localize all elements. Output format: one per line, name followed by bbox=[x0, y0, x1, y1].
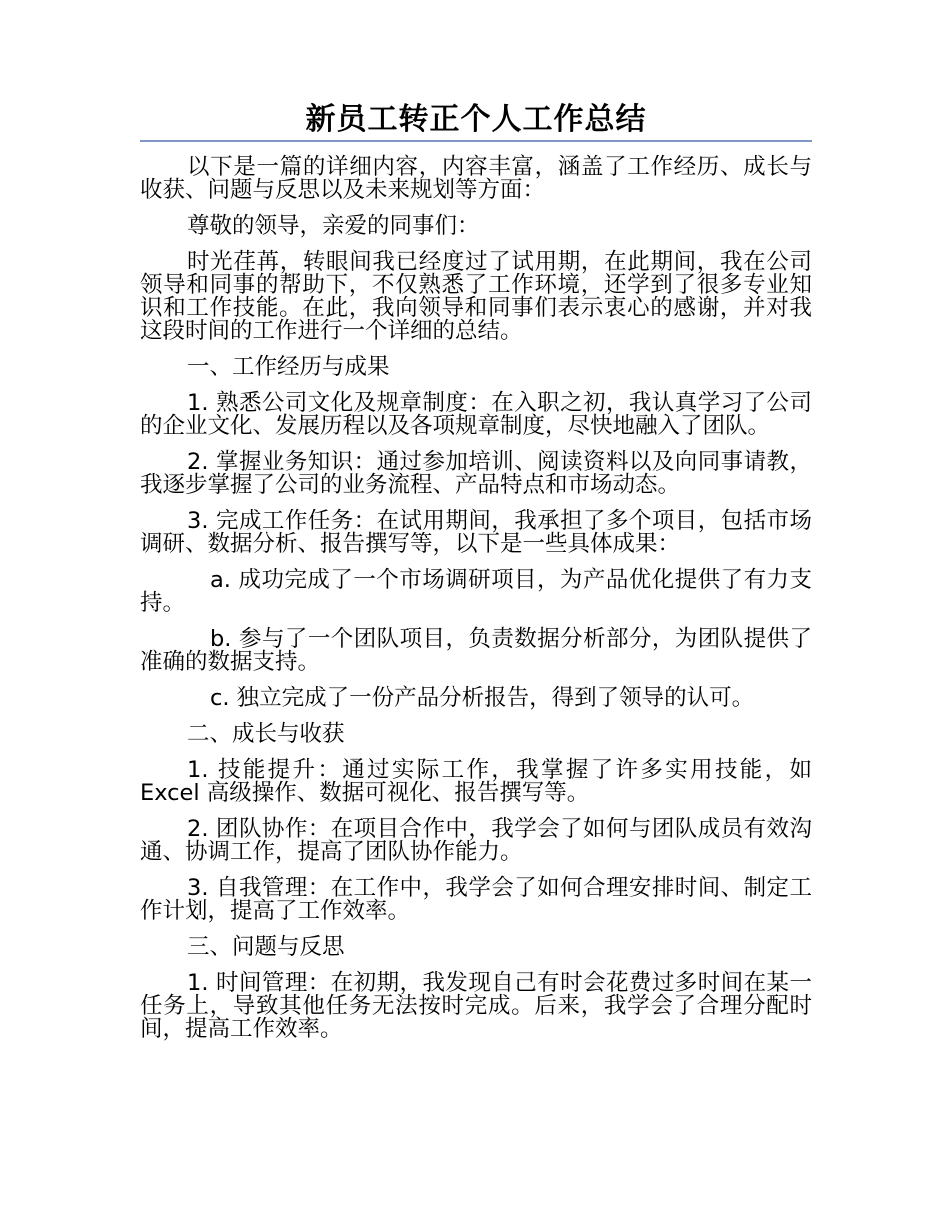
title-underline bbox=[140, 140, 812, 142]
document-title: 新员工转正个人工作总结 bbox=[305, 102, 647, 137]
paragraph: 1. 技能提升：通过实际工作，我掌握了许多实用技能，如Excel 高级操作、数据可视化、报告撰写等。 bbox=[140, 757, 812, 806]
document-page bbox=[140, 100, 812, 1054]
paragraph: 1. 熟悉公司文化及规章制度：在入职之初，我认真学习了公司的企业文化、发展历程以及各项规章制度，尽快地融入了团队。 bbox=[140, 390, 812, 439]
paragraph: 尊敬的领导，亲爱的同事们： bbox=[187, 213, 480, 239]
paragraph: 2. 团队协作：在项目合作中，我学会了如何与团队成员有效沟通、协调工作，提高了团队协作能力。 bbox=[140, 816, 812, 865]
paragraph: a. 成功完成了一个市场调研项目，为产品优化提供了有力支持。 bbox=[140, 567, 812, 616]
paragraph: 一、工作经历与成果 bbox=[187, 354, 390, 380]
paragraph: 以下是一篇的详细内容，内容丰富，涵盖了工作经历、成长与收获、问题与反思以及未来规划等方面： bbox=[140, 154, 812, 203]
paragraph: 时光荏苒，转眼间我已经度过了试用期，在此期间，我在公司领导和同事的帮助下，不仅熟悉了工作环境，还学到了很多专业知识和工作技能。在此，我向领导和同事们表示衷心的感谢，并对我这段时间的工作进行一个详细的总结。 bbox=[140, 249, 812, 344]
paragraph: 1. 时间管理：在初期，我发现自己有时会花费过多时间在某一任务上，导致其他任务无法按时完成。后来，我学会了合理分配时间，提高工作效率。 bbox=[140, 970, 812, 1042]
paragraph: 3. 完成工作任务：在试用期间，我承担了多个项目，包括市场调研、数据分析、报告撰写等，以下是一些具体成果： bbox=[140, 508, 812, 557]
paragraph: 三、问题与反思 bbox=[187, 934, 345, 960]
document-body bbox=[140, 156, 812, 1041]
paragraph: c. 独立完成了一份产品分析报告，得到了领导的认可。 bbox=[210, 685, 755, 711]
paragraph: 2. 掌握业务知识：通过参加培训、阅读资料以及向同事请教，我逐步掌握了公司的业务流程、产品特点和市场动态。 bbox=[140, 449, 812, 498]
paragraph: b. 参与了一个团队项目，负责数据分析部分，为团队提供了准确的数据支持。 bbox=[140, 626, 812, 675]
paragraph: 3. 自我管理：在工作中，我学会了如何合理安排时间、制定工作计划，提高了工作效率。 bbox=[140, 875, 812, 924]
paragraph: 二、成长与收获 bbox=[187, 721, 345, 747]
